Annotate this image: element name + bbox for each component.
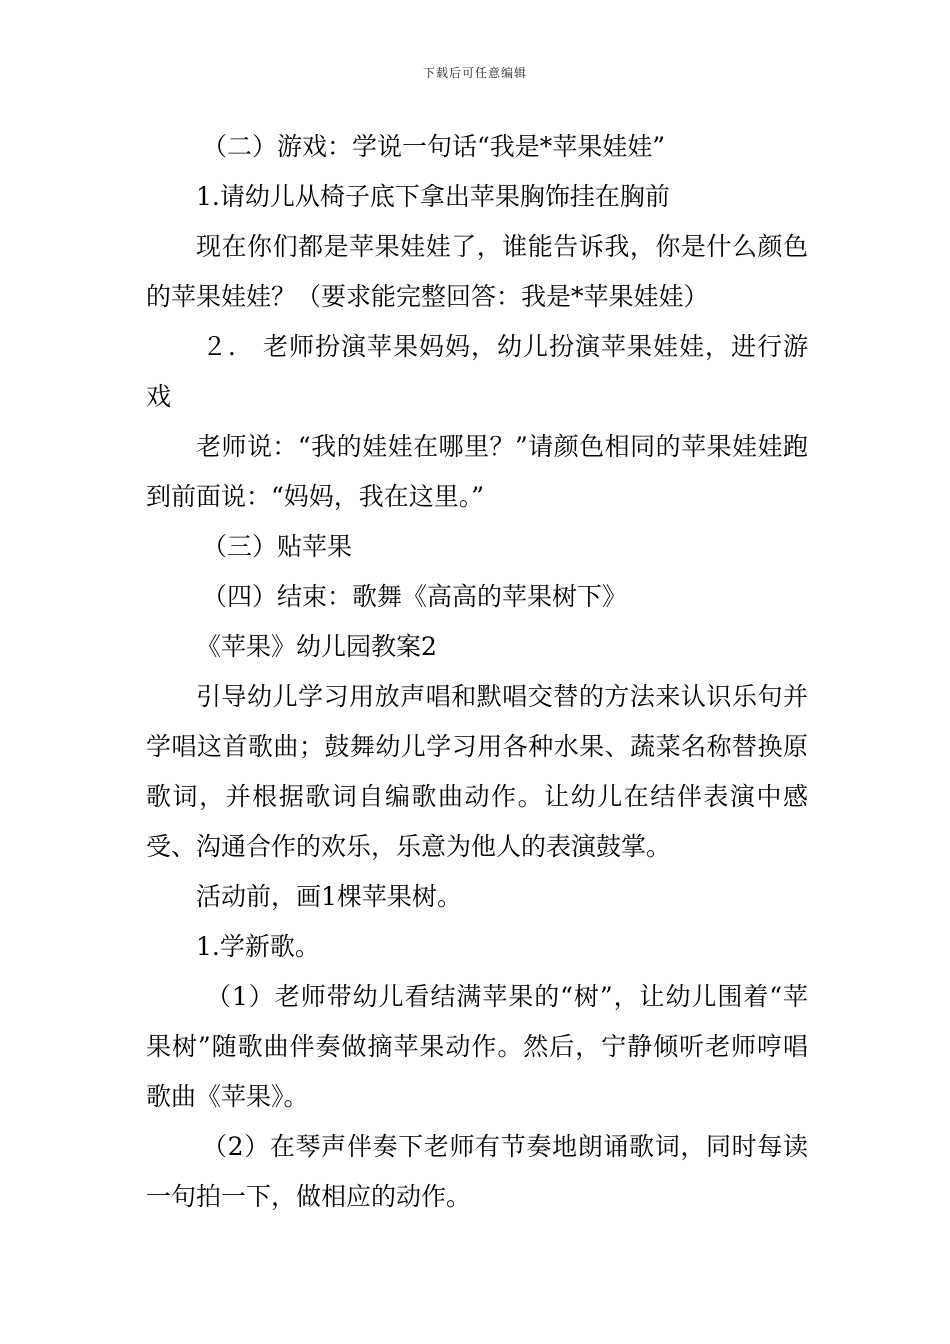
paragraph-preparation: 活动前，画1棵苹果树。 [196, 882, 462, 911]
paragraph-substep-2: （2）在琴声伴奏下老师有节奏地朗诵歌词，同时每读一句拍一下，做相应的动作。 [146, 1132, 808, 1211]
page-header: 下载后可任意编辑 [422, 66, 527, 80]
paragraph-question: 现在你们都是苹果娃娃了，谁能告诉我，你是什么颜色的苹果娃娃？（要求能完整回答：我是*苹果娃娃） [146, 232, 808, 311]
section-heading-stick-apples: （三）贴苹果 [202, 532, 353, 561]
paragraph-teacher-says: 老师说：“我的娃娃在哪里？”请颜色相同的苹果娃娃跑到前面说：“妈妈，我在这里。” [146, 432, 808, 511]
paragraph-substep-1: （1）老师带幼儿看结满苹果的“树”，让幼儿围着“苹果树”随歌曲伴奏做摘苹果动作。然后，宁静倾听老师哼唱歌曲《苹果》。 [146, 982, 808, 1111]
section-heading-ending: （四）结束：歌舞《高高的苹果树下》 [202, 582, 628, 611]
paragraph-objectives: 引导幼儿学习用放声唱和默唱交替的方法来认识乐句并学唱这首歌曲；鼓舞幼儿学习用各种水果、蔬菜名称替换原歌词，并根据歌词自编歌曲动作。让幼儿在结伴表演中感受、沟通合作的欢乐，乐意为他人的表演鼓掌。 [146, 682, 808, 861]
document-body [146, 122, 808, 1222]
paragraph-step-1: 1.请幼儿从椅子底下拿出苹果胸饰挂在胸前 [196, 182, 670, 211]
paragraph-learn-song: 1.学新歌。 [196, 932, 320, 961]
paragraph-step-2: ２． 老师扮演苹果妈妈，幼儿扮演苹果娃娃，进行游戏 [146, 332, 808, 411]
lesson-title-2: 《苹果》幼儿园教案2 [196, 632, 437, 661]
section-heading-game: （二）游戏：学说一句话“我是*苹果娃娃” [202, 132, 666, 161]
